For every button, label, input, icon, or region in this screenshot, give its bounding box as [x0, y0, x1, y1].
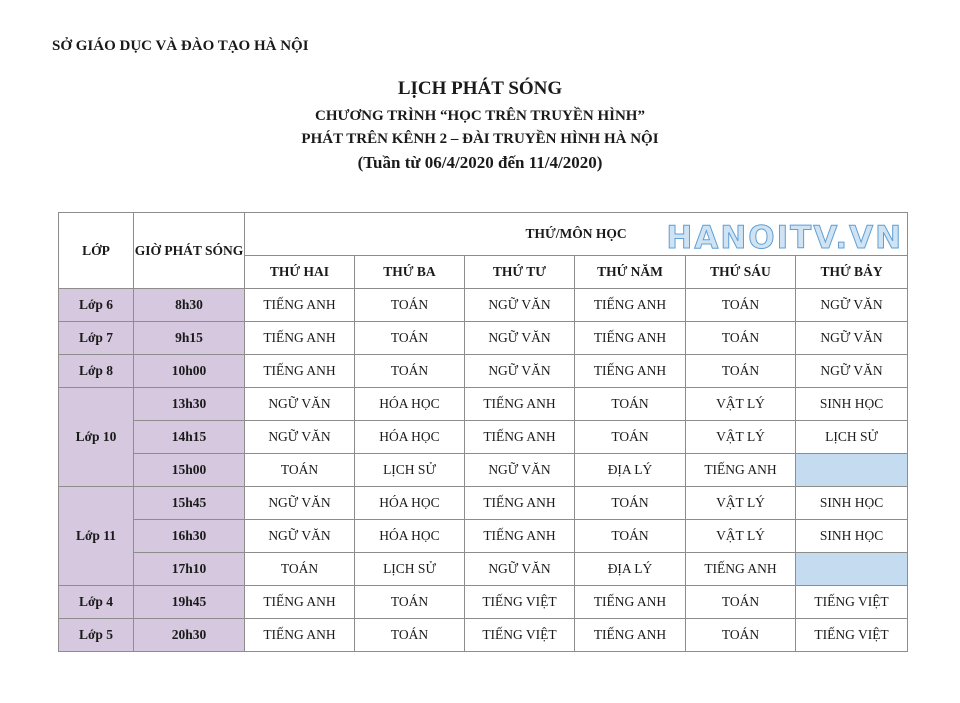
subject-cell: NGỮ VĂN [245, 421, 355, 454]
class-cell: Lớp 5 [59, 619, 134, 652]
subject-cell: VẬT LÝ [686, 388, 796, 421]
airtime-cell: 15h00 [134, 454, 245, 487]
program-subtitle: CHƯƠNG TRÌNH “HỌC TRÊN TRUYỀN HÌNH” [315, 108, 645, 124]
broadcast-schedule-table [58, 212, 908, 652]
subject-cell: TIẾNG ANH [465, 388, 575, 421]
week-range: (Tuần từ 06/4/2020 đến 11/4/2020) [357, 153, 603, 172]
subject-cell: TIẾNG ANH [245, 322, 355, 355]
subject-cell: HÓA HỌC [355, 421, 465, 454]
subject-cell: VẬT LÝ [686, 421, 796, 454]
subject-cell: SINH HỌC [796, 487, 908, 520]
subject-cell: TIẾNG VIỆT [465, 586, 575, 619]
class-cell: Lớp 11 [59, 487, 134, 586]
subject-cell: TIẾNG ANH [465, 421, 575, 454]
subject-cell: TIẾNG VIỆT [796, 586, 908, 619]
subject-cell: TIẾNG ANH [575, 289, 686, 322]
airtime-cell: 13h30 [134, 388, 245, 421]
channel-subtitle: PHÁT TRÊN KÊNH 2 – ĐÀI TRUYỀN HÌNH HÀ NỘI [301, 131, 659, 147]
airtime-cell: 8h30 [134, 289, 245, 322]
subject-cell: TOÁN [686, 322, 796, 355]
subject-cell: TIẾNG VIỆT [465, 619, 575, 652]
subject-cell: NGỮ VĂN [796, 355, 908, 388]
subject-cell: TOÁN [355, 289, 465, 322]
day-header: THỨ BẢY [796, 256, 908, 289]
table-row [59, 322, 908, 355]
subject-cell: TOÁN [245, 454, 355, 487]
subject-cell: SINH HỌC [796, 388, 908, 421]
subject-cell: TIẾNG ANH [465, 487, 575, 520]
airtime-cell: 16h30 [134, 520, 245, 553]
subject-cell: TOÁN [575, 520, 686, 553]
subject-cell: NGỮ VĂN [465, 553, 575, 586]
subject-cell: HÓA HỌC [355, 520, 465, 553]
subject-cell: TOÁN [245, 553, 355, 586]
subject-cell: TOÁN [686, 586, 796, 619]
title-block [0, 77, 960, 175]
day-header: THỨ NĂM [575, 256, 686, 289]
table-row [59, 388, 908, 421]
subject-cell: NGỮ VĂN [465, 454, 575, 487]
subject-cell: LỊCH SỬ [796, 421, 908, 454]
subject-cell: ĐỊA LÝ [575, 454, 686, 487]
document-title: LỊCH PHÁT SÓNG [397, 78, 563, 99]
subject-cell: NGỮ VĂN [245, 487, 355, 520]
subject-cell: TOÁN [355, 355, 465, 388]
class-cell: Lớp 10 [59, 388, 134, 487]
subject-cell: TIẾNG ANH [686, 553, 796, 586]
table-row [59, 454, 908, 487]
subject-cell: TIẾNG ANH [465, 520, 575, 553]
table-row [59, 619, 908, 652]
subject-cell: NGỮ VĂN [796, 289, 908, 322]
subject-cell: NGỮ VĂN [245, 388, 355, 421]
subject-cell: SINH HỌC [796, 520, 908, 553]
subject-cell: TOÁN [575, 487, 686, 520]
watermark-logo: HANOITV.VN [666, 220, 904, 256]
subject-cell: TIẾNG ANH [245, 586, 355, 619]
subject-cell: TIẾNG ANH [575, 355, 686, 388]
table-row [59, 289, 908, 322]
table-row [59, 355, 908, 388]
day-header: THỨ HAI [245, 256, 355, 289]
class-cell: Lớp 6 [59, 289, 134, 322]
day-header: THỨ TƯ [465, 256, 575, 289]
subject-cell: TOÁN [355, 619, 465, 652]
subject-cell: LỊCH SỬ [355, 454, 465, 487]
class-cell: Lớp 4 [59, 586, 134, 619]
subject-cell: NGỮ VĂN [465, 289, 575, 322]
subject-cell: NGỮ VĂN [465, 355, 575, 388]
subject-cell: TOÁN [686, 355, 796, 388]
subject-cell: TIẾNG ANH [245, 619, 355, 652]
subject-cell: TOÁN [575, 388, 686, 421]
subject-cell: NGỮ VĂN [465, 322, 575, 355]
airtime-cell: 14h15 [134, 421, 245, 454]
subject-cell: TIẾNG ANH [575, 322, 686, 355]
airtime-cell: 15h45 [134, 487, 245, 520]
airtime-cell: 10h00 [134, 355, 245, 388]
subject-cell: NGỮ VĂN [796, 322, 908, 355]
day-subject-label: THỨ/MÔN HỌC [525, 226, 627, 241]
subject-cell: TOÁN [686, 619, 796, 652]
subject-cell: TIẾNG VIỆT [796, 619, 908, 652]
column-header-day-subject [245, 213, 908, 256]
subject-cell: TIẾNG ANH [575, 619, 686, 652]
subject-cell: TOÁN [686, 289, 796, 322]
day-header: THỨ SÁU [686, 256, 796, 289]
subject-cell: TOÁN [575, 421, 686, 454]
column-header-class: LỚP [59, 213, 134, 289]
airtime-cell: 17h10 [134, 553, 245, 586]
airtime-cell: 19h45 [134, 586, 245, 619]
subject-cell: TOÁN [355, 586, 465, 619]
subject-cell: HÓA HỌC [355, 487, 465, 520]
class-cell: Lớp 8 [59, 355, 134, 388]
day-header: THỨ BA [355, 256, 465, 289]
empty-slot-cell [796, 553, 908, 586]
subject-cell: TIẾNG ANH [245, 355, 355, 388]
subject-cell: LỊCH SỬ [355, 553, 465, 586]
subject-cell: NGỮ VĂN [245, 520, 355, 553]
table-row [59, 586, 908, 619]
column-header-airtime: GIỜ PHÁT SÓNG [134, 213, 245, 289]
airtime-cell: 9h15 [134, 322, 245, 355]
subject-cell: ĐỊA LÝ [575, 553, 686, 586]
organization-name: SỞ GIÁO DỤC VÀ ĐÀO TẠO HÀ NỘI [52, 38, 309, 54]
table-row [59, 487, 908, 520]
subject-cell: VẬT LÝ [686, 487, 796, 520]
subject-cell: VẬT LÝ [686, 520, 796, 553]
schedule-body [59, 289, 908, 652]
subject-cell: TIẾNG ANH [575, 586, 686, 619]
airtime-cell: 20h30 [134, 619, 245, 652]
subject-cell: TIẾNG ANH [686, 454, 796, 487]
class-cell: Lớp 7 [59, 322, 134, 355]
table-row [59, 520, 908, 553]
subject-cell: TOÁN [355, 322, 465, 355]
table-row [59, 553, 908, 586]
table-row [59, 421, 908, 454]
empty-slot-cell [796, 454, 908, 487]
subject-cell: HÓA HỌC [355, 388, 465, 421]
subject-cell: TIẾNG ANH [245, 289, 355, 322]
